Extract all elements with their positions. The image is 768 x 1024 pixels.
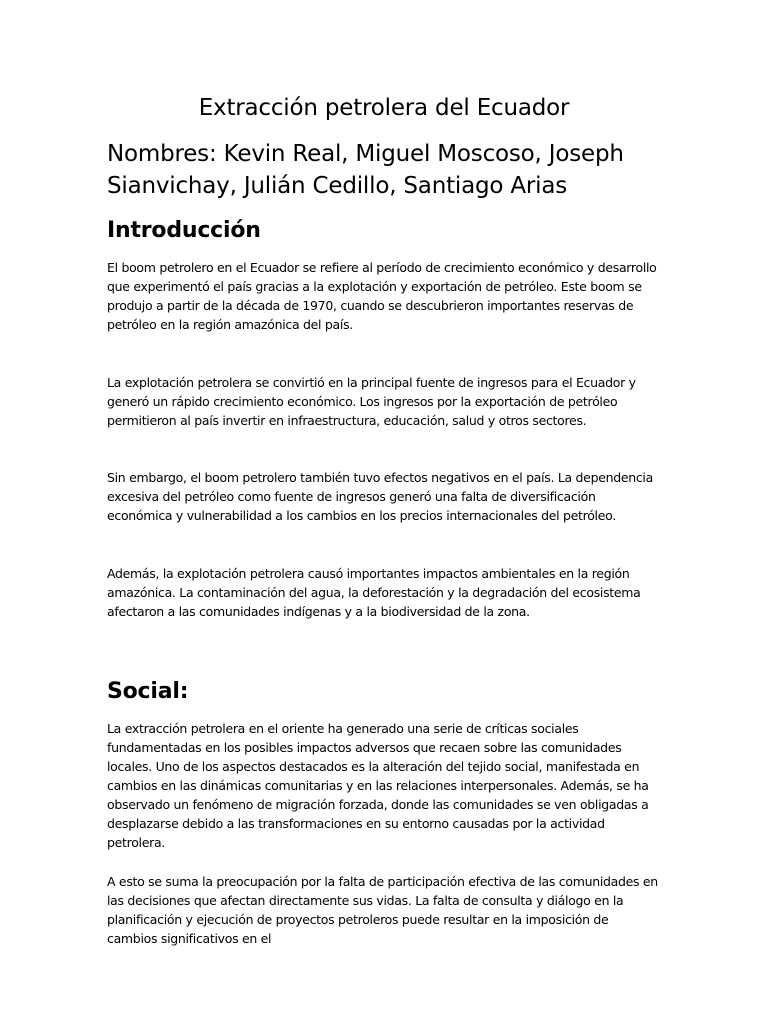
author-names: Nombres: Kevin Real, Miguel Moscoso, Joseph Sianvichay, Julián Cedillo, Santiago Arias bbox=[107, 141, 624, 199]
paragraph: Sin embargo, el boom petrolero también tuvo efectos negativos en el país. La dependencia excesiva del petróleo como fuente de ingresos generó una falta de diversificación económica y vulnerabilidad a los cambios en los precios internacionales del petróleo. bbox=[107, 470, 653, 523]
paragraph: A esto se suma la preocupación por la falta de participación efectiva de las comunidades en las decisiones que afectan directamente sus vidas. La falta de consulta y diálogo en la planificación y ejecución de proyectos petroleros puede resultar en la imposición de cambios significativos en el bbox=[107, 874, 658, 946]
paragraph: El boom petrolero en el Ecuador se refiere al período de crecimiento económico y desarrollo que experimentó el país gracias a la explotación y exportación de petróleo. Este boom se produjo a partir de la década de 1970, cuando se descubrieron importantes reservas de petróleo en la región amazónica del país. bbox=[107, 260, 657, 332]
paragraph: La extracción petrolera en el oriente ha generado una serie de críticas sociales fundamentadas en los posibles impactos adversos que recaen sobre las comunidades locales. Uno de los aspectos destacados es la alteración del tejido social, manifestada en cambios en las dinámicas comunitarias y en las relaciones interpersonales. Además, se ha observado un fenómeno de migración forzada, donde las comunidades se ven obligadas a desplazarse debido a las transformaciones en su entorno causadas por la actividad petrolera. bbox=[107, 721, 649, 850]
section-heading-social: Social: bbox=[107, 679, 189, 704]
paragraph: Además, la explotación petrolera causó importantes impactos ambientales en la región amazónica. La contaminación del agua, la deforestación y la degradación del ecosistema afectaron a las comunidades indígenas y a la biodiversidad de la zona. bbox=[107, 566, 641, 619]
document-title: Extracción petrolera del Ecuador bbox=[198, 95, 570, 121]
section-heading-introduccion: Introducción bbox=[107, 218, 261, 243]
paragraph: La explotación petrolera se convirtió en la principal fuente de ingresos para el Ecuador y generó un rápido crecimiento económico. Los ingresos por la exportación de petróleo permitieron al país invertir en infraestructura, educación, salud y otros sectores. bbox=[107, 375, 636, 428]
